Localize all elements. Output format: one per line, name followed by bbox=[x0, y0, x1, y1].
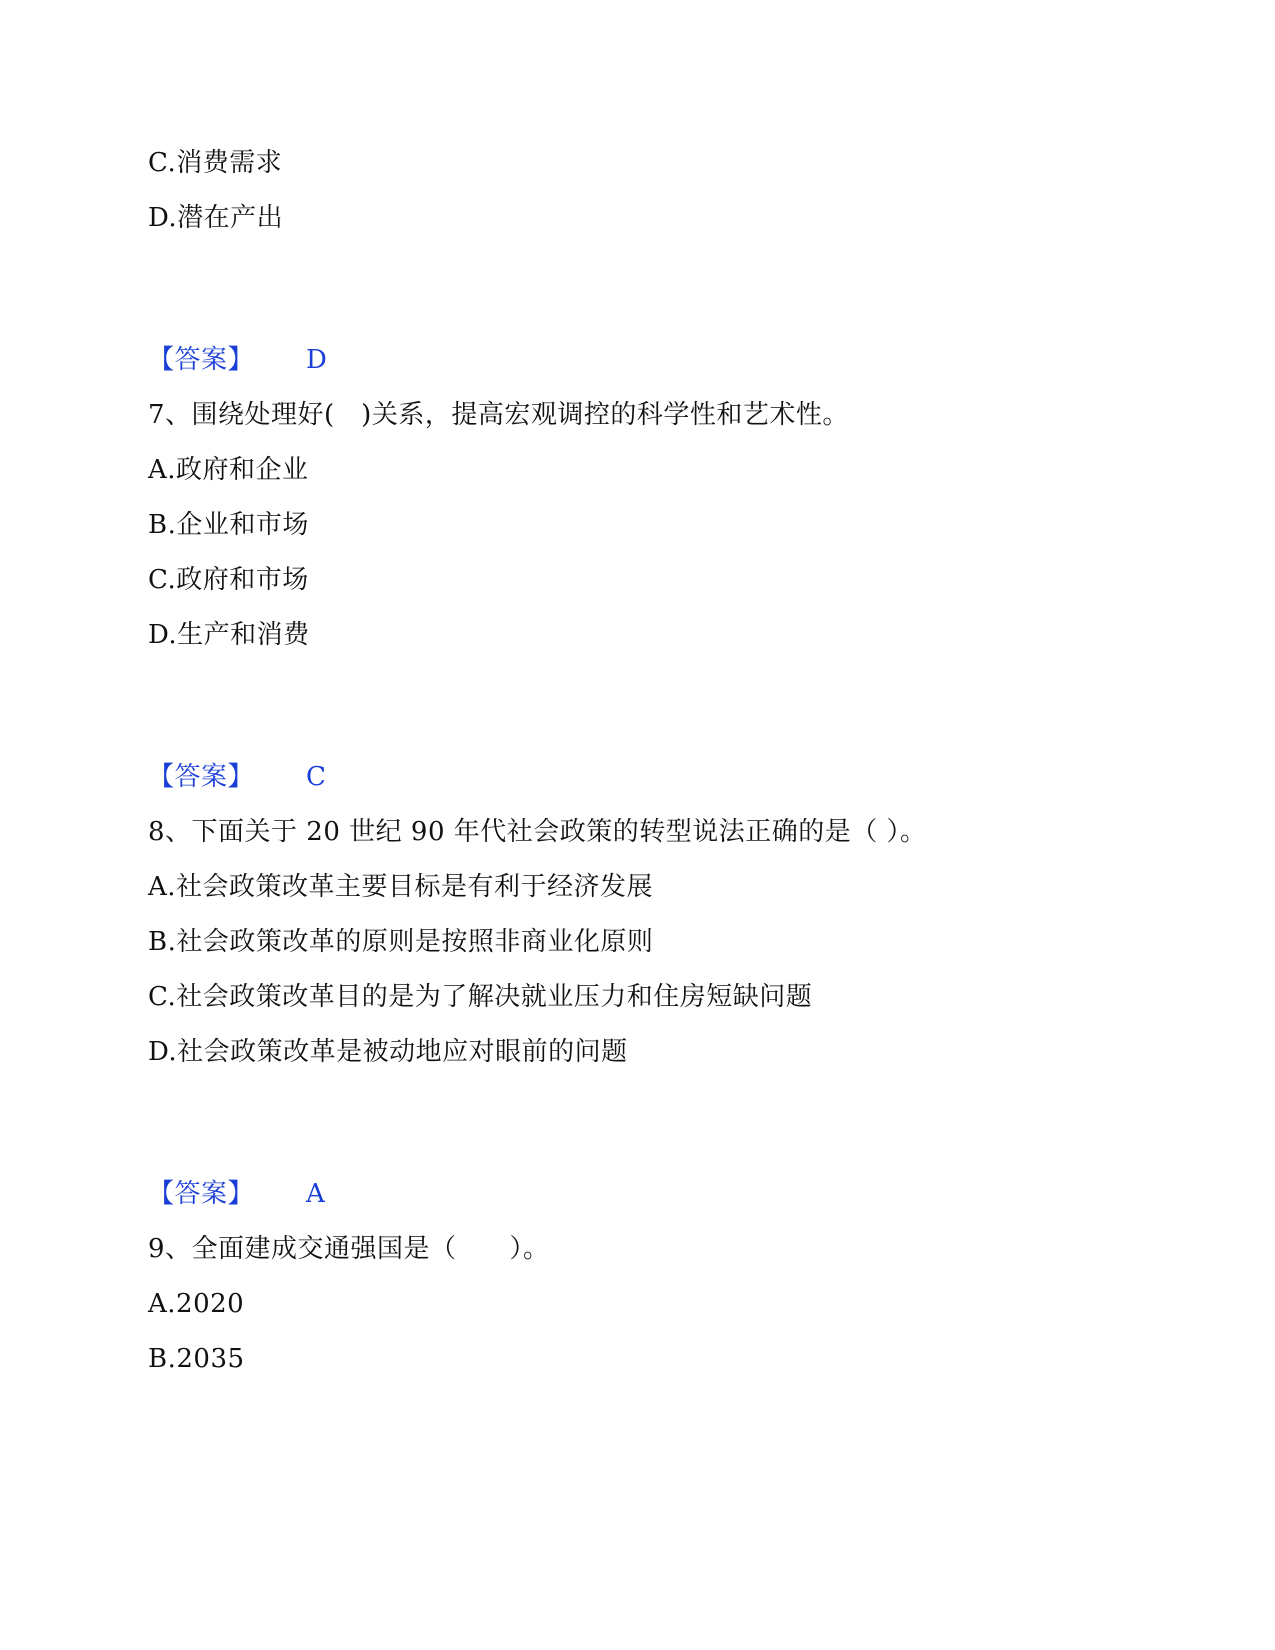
answer-value: A bbox=[306, 1179, 326, 1209]
q9-question: 9、全面建成交通强国是（ ）。 bbox=[148, 1234, 550, 1264]
q9-option-b: B.2035 bbox=[148, 1344, 245, 1374]
q8-option-d: D.社会政策改革是被动地应对眼前的问题 bbox=[148, 1037, 628, 1067]
q6-option-c: C.消费需求 bbox=[148, 148, 283, 178]
q8-answer bbox=[148, 1177, 325, 1211]
q6-answer bbox=[148, 343, 327, 377]
q7-option-d: D.生产和消费 bbox=[148, 620, 310, 650]
q8-option-b: B.社会政策改革的原则是按照非商业化原则 bbox=[148, 927, 654, 957]
answer-value: C bbox=[306, 762, 327, 792]
q7-option-b: B.企业和市场 bbox=[148, 510, 309, 540]
q9-option-a: A.2020 bbox=[148, 1289, 245, 1319]
q7-answer bbox=[148, 760, 326, 794]
q6-option-d: D.潜在产出 bbox=[148, 203, 284, 233]
answer-label: 【答案】 bbox=[148, 762, 255, 792]
answer-label: 【答案】 bbox=[148, 1179, 255, 1209]
answer-label: 【答案】 bbox=[148, 345, 255, 375]
q8-option-a: A.社会政策改革主要目标是有利于经济发展 bbox=[148, 872, 654, 902]
q7-option-c: C.政府和市场 bbox=[148, 565, 309, 595]
q7-option-a: A.政府和企业 bbox=[148, 455, 309, 485]
q8-option-c: C.社会政策改革目的是为了解决就业压力和住房短缺问题 bbox=[148, 982, 813, 1012]
q8-question: 8、下面关于 20 世纪 90 年代社会政策的转型说法正确的是（ ）。 bbox=[148, 817, 927, 847]
q7-question: 7、围绕处理好( )关系，提高宏观调控的科学性和艺术性。 bbox=[148, 400, 849, 430]
answer-value: D bbox=[306, 345, 328, 375]
